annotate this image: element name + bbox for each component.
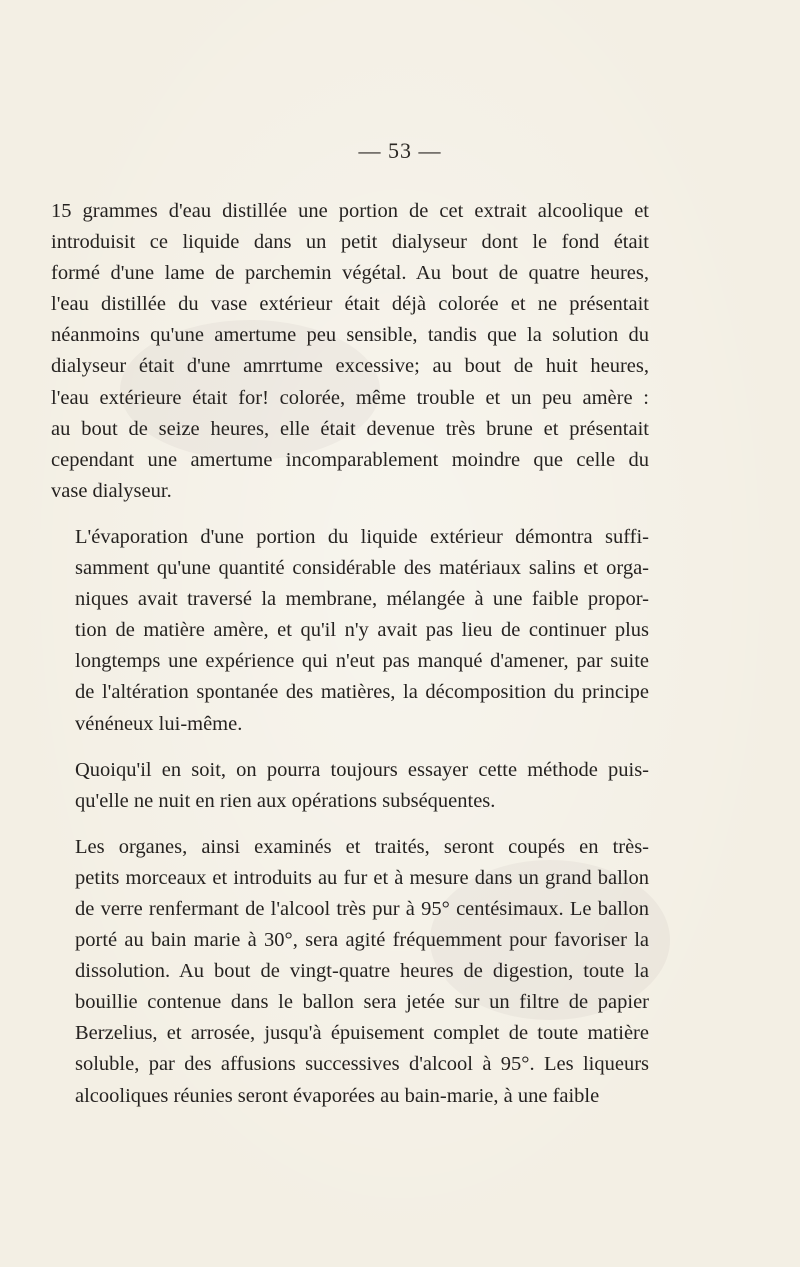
text-line: introduisit ce liquide dans un petit dialyseur dont le fond était — [51, 231, 649, 254]
text-line: formé d'une lame de parchemin végétal. Au bout de quatre heures, — [51, 262, 649, 285]
text-line: bouillie contenue dans le ballon sera jetée sur un filtre de papier — [75, 991, 649, 1014]
text-line: Les organes, ainsi examinés et traités, seront coupés en très- — [75, 835, 649, 858]
text-line: Quoiqu'il en soit, on pourra toujours essayer cette méthode puis- — [75, 758, 649, 781]
paragraph — [51, 755, 649, 817]
text-line: de verre renfermant de l'alcool très pur à 95° centésimaux. Le ballon — [75, 897, 649, 920]
paragraph — [51, 196, 649, 507]
text-line: soluble, par des affusions successives d'alcool à 95°. Les liqueurs — [75, 1053, 649, 1076]
text-line: dissolution. Au bout de vingt-quatre heures de digestion, toute la — [75, 960, 649, 983]
text-line: vase dialyseur. — [51, 479, 172, 502]
paragraph — [51, 522, 649, 740]
text-line: tion de matière amère, et qu'il n'y avait pas lieu de continuer plus — [75, 619, 649, 642]
text-line: petits morceaux et introduits au fur et à mesure dans un grand ballon — [75, 866, 649, 889]
text-line: cependant une amertume incomparablement moindre que celle du — [51, 448, 649, 471]
text-line: vénéneux lui-même. — [75, 712, 243, 735]
text-line: porté au bain marie à 30°, sera agité fréquemment pour favoriser la — [75, 929, 649, 952]
page-number: — 53 — — [358, 138, 442, 163]
text-line: Berzelius, et arrosée, jusqu'à épuisement complet de toute matière — [75, 1022, 649, 1045]
text-line: au bout de seize heures, elle était devenue très brune et présentait — [51, 417, 649, 440]
text-line: qu'elle ne nuit en rien aux opérations subséquentes. — [75, 789, 496, 812]
text-line: alcooliques réunies seront évaporées au bain-marie, à une faible — [75, 1084, 600, 1107]
text-line: 15 grammes d'eau distillée une portion de cet extrait alcoolique et — [51, 200, 649, 222]
text-line: dialyseur était d'une amrrtume excessive; au bout de huit heures, — [51, 355, 649, 378]
text-line: néanmoins qu'une amertume peu sensible, tandis que la solution du — [51, 324, 649, 347]
text-line: de l'altération spontanée des matières, la décomposition du principe — [75, 681, 649, 704]
text-line: l'eau distillée du vase extérieur était déjà colorée et ne présentait — [51, 293, 649, 316]
body-text — [51, 196, 649, 1112]
text-line: niques avait traversé la membrane, mélangée à une faible propor- — [75, 588, 649, 611]
paragraph — [51, 832, 649, 1112]
text-line: L'évaporation d'une portion du liquide extérieur démontra suffi- — [75, 525, 649, 548]
text-line: samment qu'une quantité considérable des matériaux salins et orga- — [75, 557, 649, 580]
text-line: l'eau extérieure était for! colorée, même trouble et un peu amère : — [51, 386, 649, 409]
text-line: longtemps une expérience qui n'eut pas manqué d'amener, par suite — [75, 650, 649, 673]
